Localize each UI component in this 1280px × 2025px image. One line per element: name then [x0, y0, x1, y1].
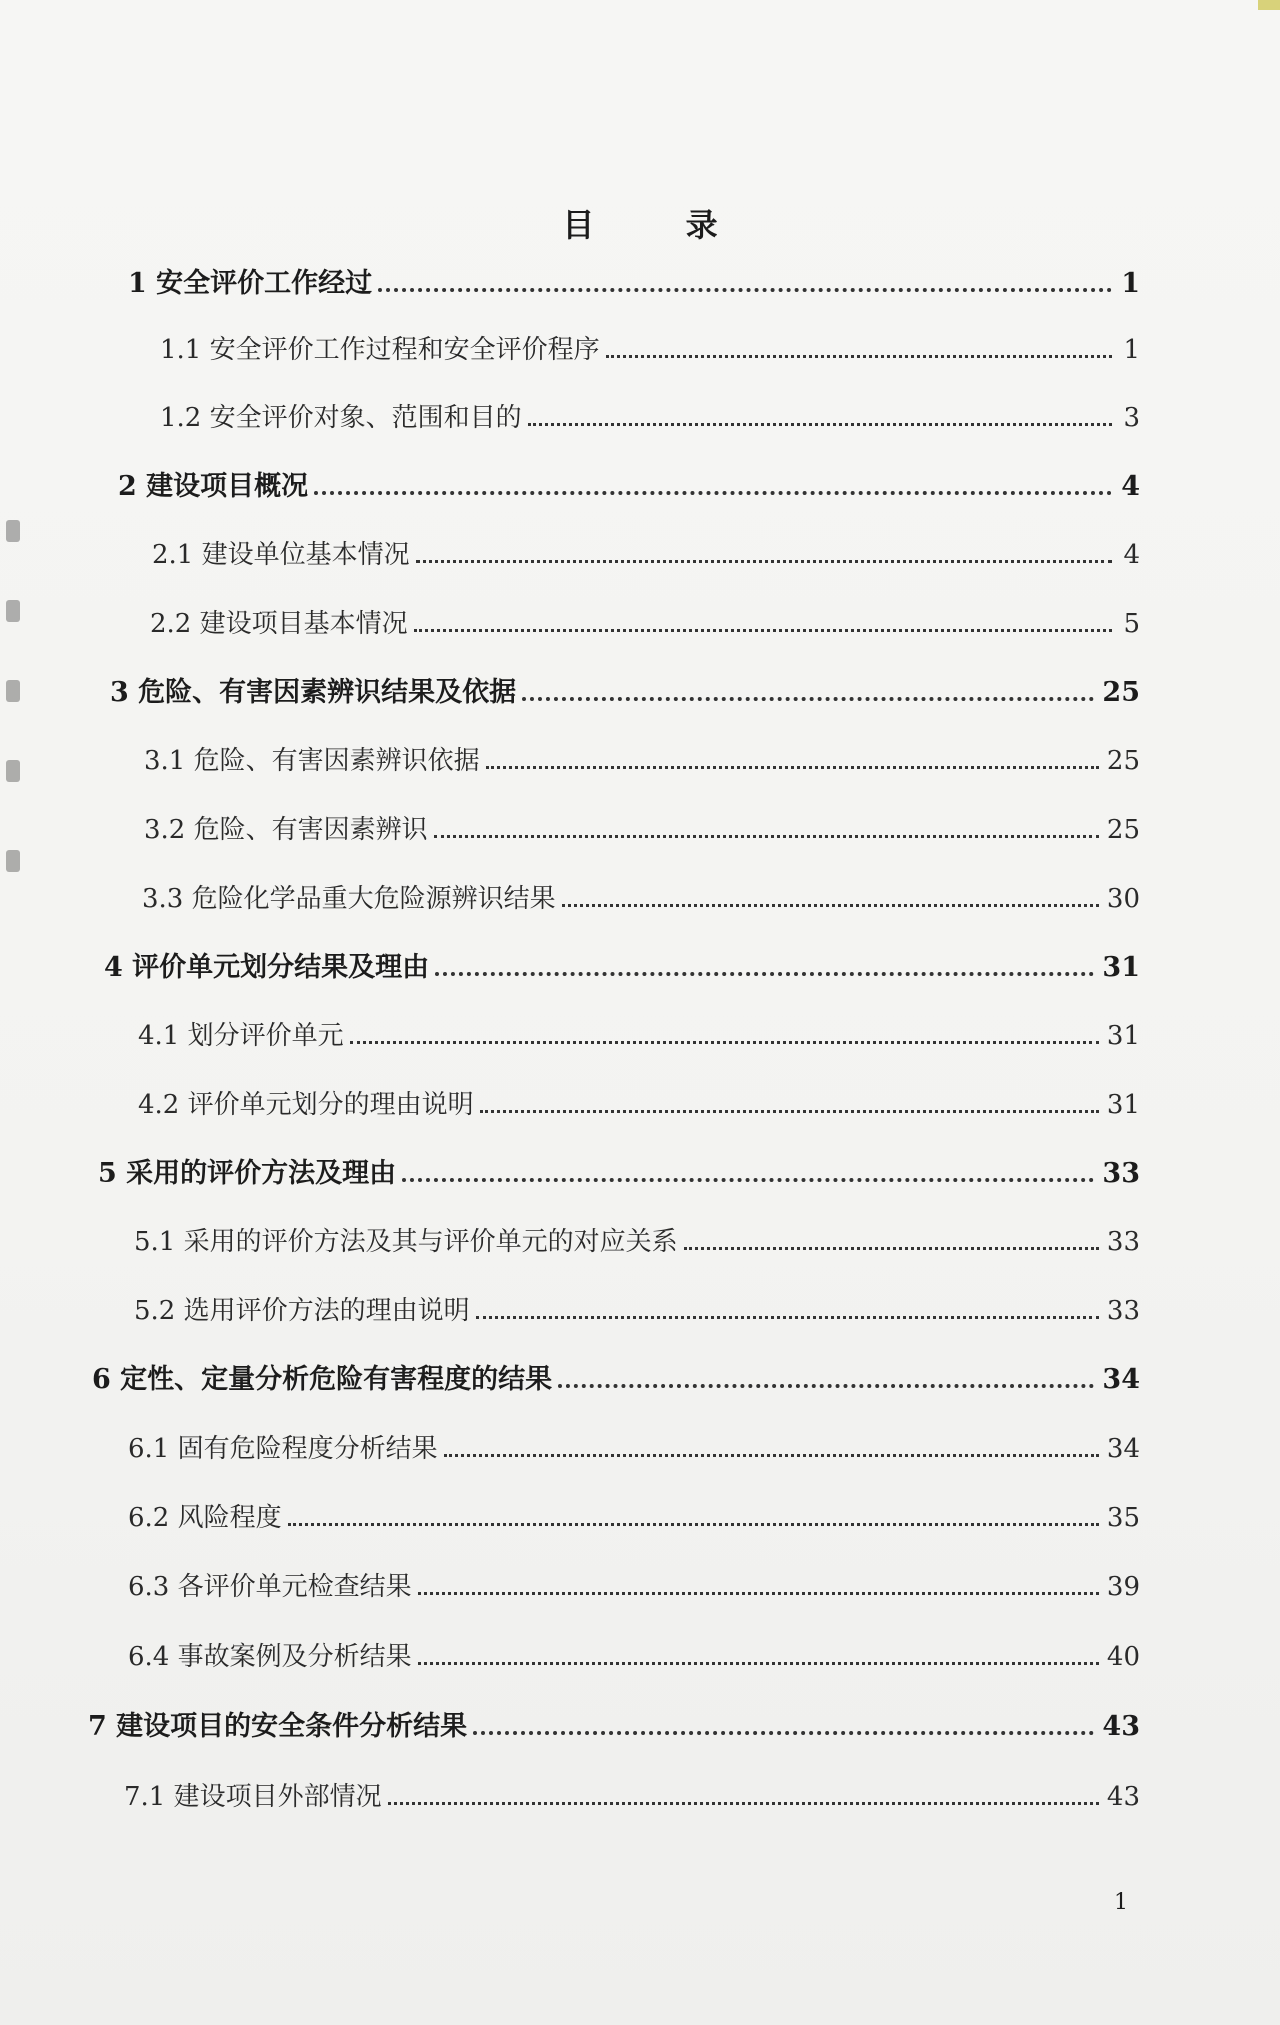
- toc-entry-label: 3.2 危险、有害因素辨识: [144, 815, 428, 845]
- toc-entry-5[interactable]: [98, 1154, 1140, 1194]
- toc-entry-7[interactable]: [88, 1707, 1140, 1747]
- leader-dots: [476, 1315, 1099, 1319]
- toc-entry-page: 39: [1106, 1572, 1140, 1602]
- toc-entry-label: 6.1 固有危险程度分析结果: [128, 1434, 438, 1464]
- toc-entry-3-1[interactable]: [144, 741, 1140, 781]
- toc-entry-page: 30: [1106, 884, 1140, 914]
- toc-entry-2-2[interactable]: [150, 604, 1140, 644]
- toc-entry-page: 31: [1106, 1090, 1140, 1120]
- toc-entry-page: 43: [1106, 1782, 1140, 1812]
- toc-entry-7-1[interactable]: [124, 1777, 1140, 1817]
- leader-dots: [418, 1661, 1099, 1665]
- leader-dots: [480, 1109, 1099, 1113]
- leader-dots: [522, 696, 1094, 701]
- toc-entry-label: 4.1 划分评价单元: [138, 1021, 344, 1051]
- leader-dots: [388, 1801, 1099, 1805]
- toc-entry-page: 33: [1106, 1227, 1140, 1257]
- toc-entry-page: 3: [1123, 403, 1140, 433]
- toc-entry-page: 25: [1106, 746, 1140, 776]
- toc-entry-6-2[interactable]: [128, 1498, 1140, 1538]
- leader-dots: [288, 1522, 1099, 1526]
- leader-dots: [350, 1040, 1099, 1044]
- toc-entry-4-2[interactable]: [138, 1085, 1140, 1125]
- toc-entry-page: 34: [1106, 1434, 1140, 1464]
- toc-entry-label: 6 定性、定量分析危险有害程度的结果: [92, 1364, 553, 1395]
- toc-entry-label: 1.2 安全评价对象、范围和目的: [160, 403, 522, 433]
- toc-entry-6-4[interactable]: [128, 1637, 1140, 1677]
- corner-tab-mark: [1258, 0, 1280, 10]
- toc-entry-1-1[interactable]: [160, 330, 1140, 370]
- toc-entry-page: 1: [1121, 268, 1140, 299]
- toc-entry-page: 34: [1102, 1364, 1140, 1395]
- leader-dots: [434, 834, 1099, 838]
- leader-dots: [416, 559, 1112, 563]
- toc-entry-label: 2 建设项目概况: [118, 471, 309, 502]
- toc-entry-label: 1 安全评价工作经过: [128, 268, 373, 299]
- toc-entry-label: 3.3 危险化学品重大危险源辨识结果: [142, 884, 556, 914]
- toc-entry-label: 5 采用的评价方法及理由: [98, 1158, 397, 1189]
- toc-entry-5-1[interactable]: [134, 1222, 1140, 1262]
- toc-entry-label: 6.3 各评价单元检查结果: [128, 1572, 412, 1602]
- toc-entry-label: 5.2 选用评价方法的理由说明: [134, 1296, 470, 1326]
- toc-entry-1[interactable]: [128, 264, 1140, 304]
- toc-entry-label: 2.1 建设单位基本情况: [152, 540, 410, 570]
- toc-entry-label: 4 评价单元划分结果及理由: [104, 952, 430, 983]
- toc-entry-4[interactable]: [104, 948, 1140, 988]
- toc-entry-3[interactable]: [110, 673, 1140, 713]
- toc-entry-page: 43: [1102, 1711, 1140, 1742]
- leader-dots: [558, 1383, 1094, 1388]
- toc-entry-page: 4: [1123, 540, 1140, 570]
- toc-heading: 目 录: [562, 206, 758, 244]
- toc-entry-page: 25: [1106, 815, 1140, 845]
- left-edge-bleed-marks: [6, 520, 34, 1120]
- toc-entry-4-1[interactable]: [138, 1016, 1140, 1056]
- leader-dots: [528, 422, 1112, 426]
- toc-entry-label: 7.1 建设项目外部情况: [124, 1782, 382, 1812]
- toc-entry-3-2[interactable]: [144, 810, 1140, 850]
- leader-dots: [435, 971, 1094, 976]
- toc-entry-label: 3.1 危险、有害因素辨识依据: [144, 746, 480, 776]
- page-number: 1: [1114, 1890, 1128, 1915]
- toc-entry-page: 33: [1102, 1158, 1140, 1189]
- leader-dots: [414, 628, 1112, 632]
- toc-entry-page: 25: [1102, 677, 1140, 708]
- toc-entry-label: 4.2 评价单元划分的理由说明: [138, 1090, 474, 1120]
- leader-dots: [684, 1246, 1099, 1250]
- leader-dots: [378, 287, 1112, 292]
- toc-entry-label: 3 危险、有害因素辨识结果及依据: [110, 677, 517, 708]
- toc-entry-page: 31: [1102, 952, 1140, 983]
- toc-entry-label: 6.4 事故案例及分析结果: [128, 1642, 412, 1672]
- leader-dots: [402, 1177, 1094, 1182]
- toc-entry-page: 33: [1106, 1296, 1140, 1326]
- toc-entry-label: 7 建设项目的安全条件分析结果: [88, 1711, 468, 1742]
- toc-entry-page: 31: [1106, 1021, 1140, 1051]
- leader-dots: [314, 490, 1112, 495]
- toc-entry-page: 5: [1123, 609, 1140, 639]
- toc-entry-1-2[interactable]: [160, 398, 1140, 438]
- toc-entry-page: 40: [1106, 1642, 1140, 1672]
- leader-dots: [418, 1591, 1099, 1595]
- toc-entry-label: 1.1 安全评价工作过程和安全评价程序: [160, 335, 600, 365]
- leader-dots: [444, 1453, 1099, 1457]
- leader-dots: [486, 765, 1099, 769]
- leader-dots: [606, 354, 1112, 358]
- toc-entry-6-3[interactable]: [128, 1567, 1140, 1607]
- toc-entry-2-1[interactable]: [152, 535, 1140, 575]
- toc-entry-page: 4: [1121, 471, 1140, 502]
- leader-dots: [562, 903, 1099, 907]
- toc-entry-5-2[interactable]: [134, 1291, 1140, 1331]
- toc-entry-2[interactable]: [118, 467, 1140, 507]
- toc-entry-label: 5.1 采用的评价方法及其与评价单元的对应关系: [134, 1227, 678, 1257]
- toc-entry-label: 6.2 风险程度: [128, 1503, 282, 1533]
- toc-entry-label: 2.2 建设项目基本情况: [150, 609, 408, 639]
- toc-entry-6-1[interactable]: [128, 1429, 1140, 1469]
- toc-entry-3-3[interactable]: [142, 879, 1140, 919]
- toc-entry-page: 1: [1123, 335, 1140, 365]
- toc-entry-6[interactable]: [92, 1360, 1140, 1400]
- toc-entry-page: 35: [1106, 1503, 1140, 1533]
- leader-dots: [473, 1730, 1094, 1735]
